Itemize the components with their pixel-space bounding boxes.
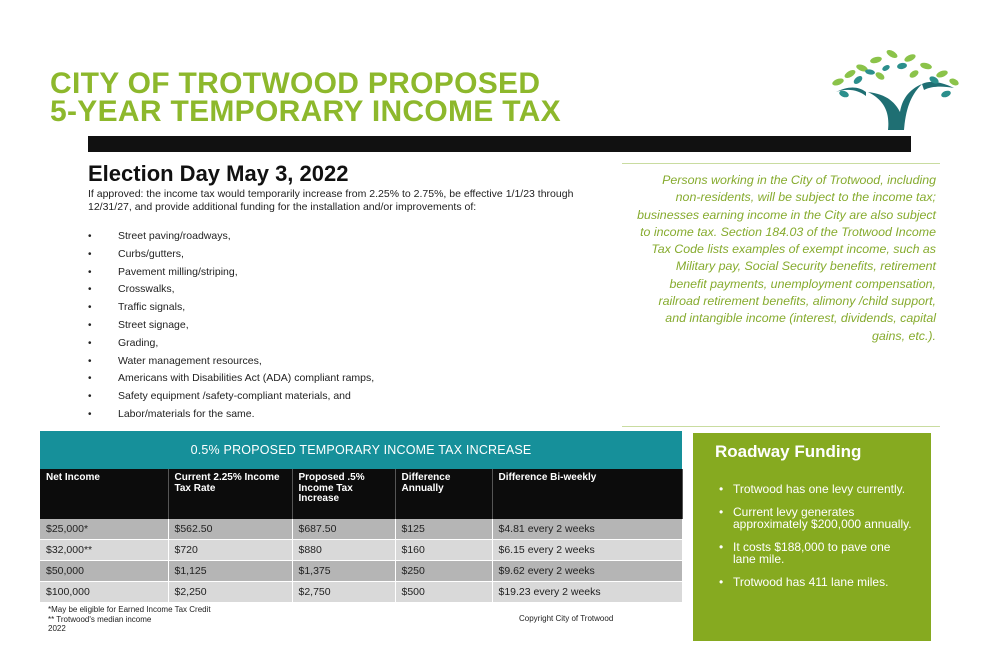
table-cell: $562.50 [168,519,292,540]
table-cell: $32,000** [40,540,168,561]
table-cell: $500 [395,582,492,603]
table-cell: $100,000 [40,582,168,603]
table-cell: $50,000 [40,561,168,582]
list-item: • Curbs/gutters, [88,246,374,264]
header-divider-bar [88,136,911,152]
footnote-year: 2022 [48,624,66,633]
table-cell: $880 [292,540,395,561]
income-tax-note: Persons working in the City of Trotwood, including non-residents, will be subject to the income tax; businesses earning income in the City are also subject to income tax. Section 184.03 of the Trotwood Income Tax Code lists examples of exempt income, such as Military pay, Social Security benefits, retirement benefit payments, unemployment compensation, railroad retirement benefits, alimony /child support, and intangible income (interest, dividends, capital gains, etc.). [637,173,936,343]
table-row [40,519,682,540]
column-header: Difference Bi-weekly [492,469,682,519]
list-item: • Americans with Disabilities Act (ADA) compliant ramps, [88,370,374,388]
table-row [40,582,682,603]
table-cell: $9.62 every 2 weeks [492,561,682,582]
title-line-2: 5-YEAR TEMPORARY INCOME TAX [50,95,561,128]
column-header: Proposed .5% Income Tax Increase [292,469,395,519]
roadway-funding-list [713,483,913,599]
income-tax-note-box [622,163,940,427]
page-title [50,67,561,128]
table-title: 0.5% PROPOSED TEMPORARY INCOME TAX INCREASE [40,431,682,469]
table-cell: $1,125 [168,561,292,582]
list-item: • Grading, [88,335,374,353]
table-cell: $25,000* [40,519,168,540]
table-cell: $250 [395,561,492,582]
improvements-list [88,228,374,424]
table-cell: $19.23 every 2 weeks [492,582,682,603]
list-item: • Trotwood has 411 lane miles. [713,576,913,589]
list-item: • It costs $188,000 to pave one lane mile. [713,541,913,566]
footnote-median: ** Trotwood's median income [48,614,152,624]
column-header: Net Income [40,469,168,519]
roadway-funding-title: Roadway Funding [715,442,862,461]
table-cell: $2,750 [292,582,395,603]
list-item: • Current levy generates approximately $200,000 annually. [713,506,913,531]
table-cell: $160 [395,540,492,561]
copyright: Copyright City of Trotwood [519,614,614,623]
table-row [40,561,682,582]
table-row [40,540,682,561]
list-item: • Water management resources, [88,353,374,371]
table-cell: $720 [168,540,292,561]
list-item: • Safety equipment /safety-compliant materials, and [88,388,374,406]
list-item: • Labor/materials for the same. [88,406,374,424]
tax-table [40,469,683,603]
table-cell: $1,375 [292,561,395,582]
list-item: • Traffic signals, [88,299,374,317]
table-cell: $125 [395,519,492,540]
list-item: • Crosswalks, [88,281,374,299]
table-header-row [40,469,682,519]
table-cell: $2,250 [168,582,292,603]
table-footnotes [48,605,211,634]
tax-table-section [40,431,682,603]
list-item: • Pavement milling/striping, [88,264,374,282]
list-item: • Trotwood has one levy currently. [713,483,913,496]
table-cell: $4.81 every 2 weeks [492,519,682,540]
election-intro: If approved: the income tax would temporarily increase from 2.25% to 2.75%, be effective 1/1/23 through 12/31/27, and provide additional funding for the installation and/or improvements of: [88,188,574,213]
list-item: • Street signage, [88,317,374,335]
roadway-funding-box [693,433,931,641]
footnote-eitc: *May be eligible for Earned Income Tax Credit [48,605,211,614]
table-cell: $687.50 [292,519,395,540]
column-header: Difference Annually [395,469,492,519]
table-cell: $6.15 every 2 weeks [492,540,682,561]
tree-logo-icon [818,42,966,132]
election-heading: Election Day May 3, 2022 [88,161,349,186]
column-header: Current 2.25% Income Tax Rate [168,469,292,519]
list-item: • Street paving/roadways, [88,228,374,246]
title-line-1: CITY OF TROTWOOD PROPOSED [50,67,541,100]
